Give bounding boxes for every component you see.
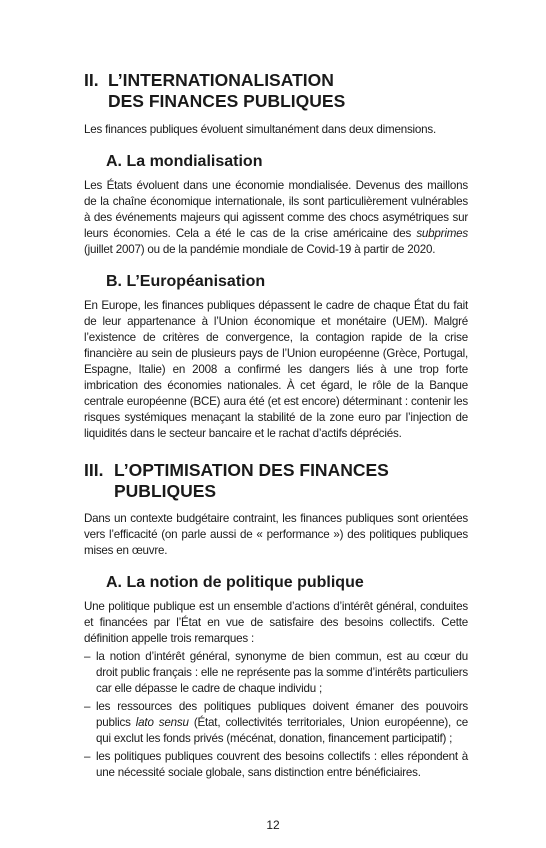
paragraph-politique-publique: Une politique publique est un ensemble d’actions d’intérêt général, conduites et financées par l’État en vue de satisfaire des besoins collectifs. Cette définition appelle trois remarques :: [84, 600, 468, 645]
subsection-heading-mondialisation: A. La mondialisation: [106, 153, 263, 170]
section-title-line-2: DES FINANCES PUBLIQUES: [108, 91, 346, 111]
paragraph-europeanisation: En Europe, les finances publiques dépassent le cadre de chaque État du fait de leur appartenance à l’Union économique et monétaire (UEM). Malgré l’existence de critères de convergence, la contagion rapide de la crise financière au sein de plusieurs pays de l’Union européenne (Grèce, Portugal, Espagne, Italie) en 2008 a confirmé les dangers liés à une trop forte imbrication des économies nationales. À cet égard, le rôle de la Banque centrale européenne (BCE) aura été (et est encore) déterminant : contenir les risques systémiques menaçant la stabilité de la zone euro par l’injection de liquidités dans le secteur bancaire et le rachat d’actifs dépréciés.: [84, 299, 468, 440]
section-number: II.: [84, 70, 99, 90]
section-number: III.: [84, 460, 104, 480]
section-heading-iii: [84, 460, 468, 502]
dash-bullet: –: [84, 700, 91, 713]
subsection-heading-politique-publique: A. La notion de politique publique: [106, 574, 364, 591]
page-content: [84, 70, 468, 783]
dash-bullet: –: [84, 650, 91, 663]
section-title-line-1: L’INTERNATIONALISATION: [108, 70, 334, 90]
dash-bullet: –: [84, 750, 91, 763]
section-intro: Dans un contexte budgétaire contraint, les finances publiques sont orientées vers l’efficacité (on parle aussi de « performance ») des politiques publiques mises en œuvre.: [84, 512, 468, 557]
list-item: – la notion d’intérêt général, synonyme de bien commun, est au cœur du droit public français : elle ne représente pas la somme d’intérêts particuliers car elle dépasse le cadre de chaque individu ;: [84, 650, 468, 695]
italic-term: lato sensu: [135, 716, 189, 729]
remarks-list: [84, 649, 468, 781]
section-heading-ii: [84, 70, 468, 112]
subsection-heading-europeanisation: B. L’Européanisation: [106, 273, 266, 290]
list-item: – les politiques publiques couvrent des besoins collectifs : elles répondent à une nécessité sociale globale, sans distinction entre bénéficiaires.: [84, 750, 468, 779]
section-title: L’OPTIMISATION DES FINANCES PUBLIQUES: [114, 460, 389, 501]
italic-term: subprimes: [416, 227, 468, 240]
section-intro: Les finances publiques évoluent simultanément dans deux dimensions.: [84, 123, 437, 136]
page-number: 12: [266, 818, 280, 832]
paragraph-mondialisation: Les États évoluent dans une économie mondialisée. Devenus des maillons de la chaîne économique internationale, ils sont particulièrement vulnérables à des événements majeurs qui agissent comme des chocs asymétriques sur leurs économies. Cela a été le cas de la crise américaine des subprimes (juillet 2007) ou de la pandémie mondiale de Covid-19 à partir de 2020.: [84, 179, 468, 256]
list-item: – les ressources des politiques publiques doivent émaner des pouvoirs publics lato sensu (État, collectivités territoriales, Union européenne), ce qui exclut les fonds privés (mécénat, donation, financement participatif) ;: [84, 700, 468, 745]
